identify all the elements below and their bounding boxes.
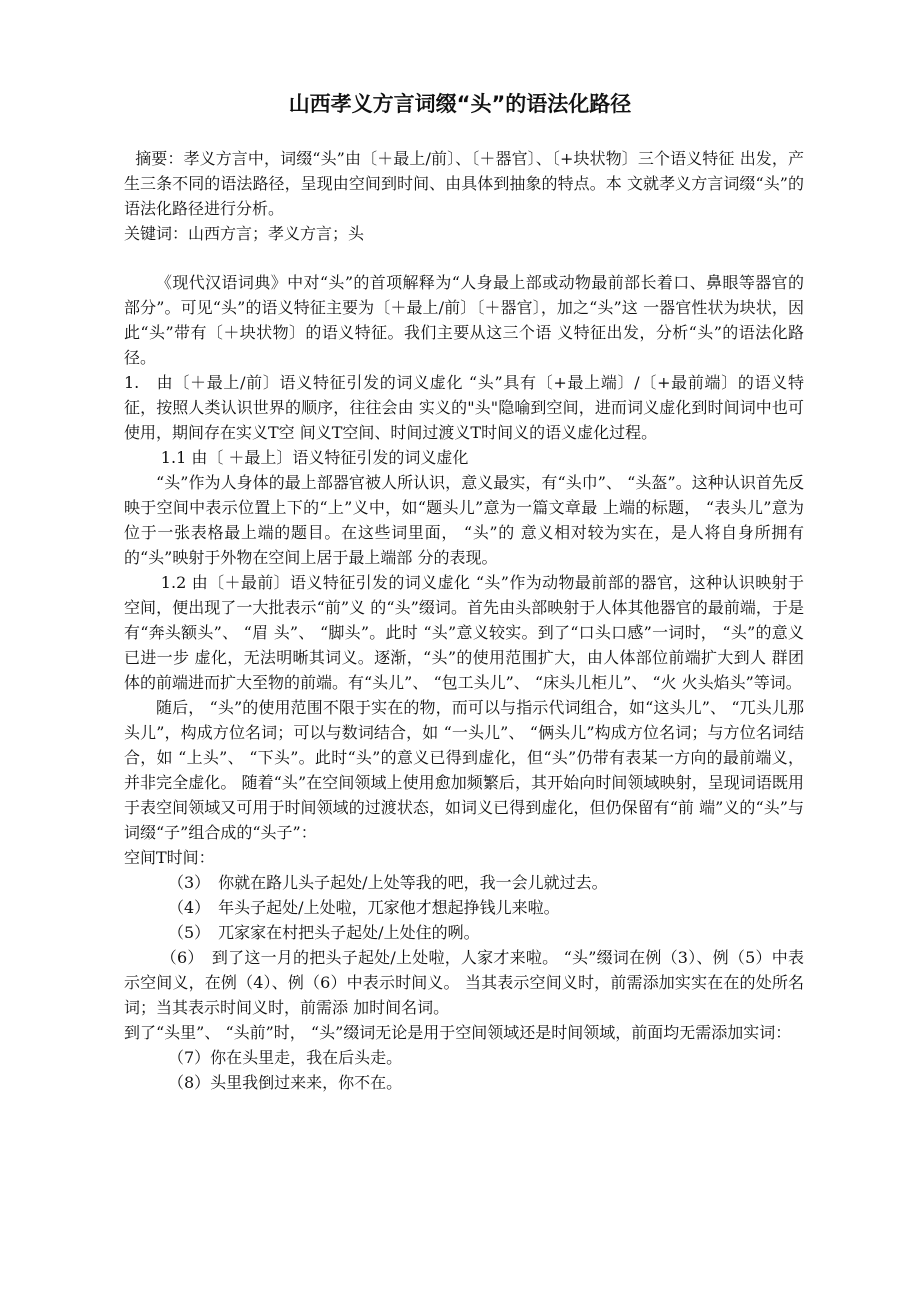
afterwards-paragraph: 随后， “头”的使用范围不限于实在的物，而可以与指示代词组合，如“这头儿”、 “兀头儿那头儿”，构成方位名词；可以与数词结合，如 “一头儿”、 “俩头儿”构成方位名词；与方位名词结合，如 “上头”、 “下头”。此时“头”的意义已得到虚化，但“头”仍带有表某一方向的最前端义，并非完全虚化。 随着“头”在空间领域上使用愈加频繁后，其开始向时间领域映射，呈现词语既用 于表空间领域又可用于时间领域的过渡状态，如词义已得到虚化，但仍保留有“前 端”义的“头”与词缀“子”组合成的“头子”：: [124, 698, 804, 842]
space-time-label: 空间T时间：: [124, 848, 215, 867]
abstract-paragraph: 摘要：孝义方言中，词缀“头”由〔＋最上/前〕、〔＋器官〕、〔+块状物〕三个语义特征 出发，产生三条不同的语法路径，呈现由空间到时间、由具体到抽象的特点。本 文就孝义方言词缀“头”的语法化路径进行分析。: [124, 149, 804, 218]
intro-paragraph: 《现代汉语词典》中对“头”的首项解释为“人身最上部或动物最前部长着口、鼻眼等器官的部分”。可见“头”的语义特征主要为〔＋最上/前〕〔＋器官〕，加之“头”这 一器官性状为块状，因此“头”带有〔＋块状物〕的语义特征。我们主要从这三个语 义特征出发，分析“头”的语法化路径。: [124, 273, 804, 367]
toutou-paragraph: 到了“头里”、 “头前”时， “头”缀词无论是用于空间领域还是时间领域，前面均无需添加实词：: [124, 1023, 792, 1042]
example-5: （5） 兀家家在村把头子起处/上处住的咧。: [168, 923, 480, 942]
section-1-2-paragraph: 1.2 由〔＋最前〕语义特征引发的词义虚化 “头”作为动物最前部的器官，这种认识映射于空间，便出现了一大批表示“前”义 的“头”缀词。首先由头部映射于人体其他器官的最前端，于是有“奔头额头”、 “眉 头”、 “脚头”。此时 “头”意义较实。到了“口头口感”一词时， “头”的意义已进一步 虚化，无法明晰其词义。逐渐，“头”的使用范围扩大，由人体部位前端扩大到人 群团体的前端进而扩大至物的前端。有“头儿”、 “包工头儿”、 “床头儿柜儿”、 “火 火头焰头”等词。: [124, 573, 804, 692]
example-4: （4） 年头子起处/上处啦，兀家他才想起挣钱儿来啦。: [168, 898, 560, 917]
section-1-1-body: “头”作为人身体的最上部器官被人所认识，意义最实，有“头巾”、 “头盔”。这种认识首先反映于空间中表示位置上下的“上”义中，如“题头儿”意为一篇文章最 上端的标题， “表头儿”意为位于一张表格最上端的题目。在这些词里面， “头”的 意义相对较为实在，是人将自身所拥有的“头”映射于外物在空间上居于最上端部 分的表现。: [124, 473, 804, 567]
example-6-paragraph: （6） 到了这一月的把头子起处/上处啦，人家才来啦。 “头”缀词在例（3）、例（5）中表示空间义，在例（4）、例（6）中表示时间义。 当其表示空间义时，前需添加实实在在的处所名词；当其表示时间义时，前需添 加时间名词。: [124, 948, 804, 1017]
document-body: [124, 146, 804, 1095]
example-3: （3） 你就在路儿头子起处/上处等我的吧，我一会儿就过去。: [168, 873, 608, 892]
example-7: （7）你在头里走，我在后头走。: [168, 1048, 403, 1067]
example-8: （8）头里我倒过来来，你不在。: [168, 1073, 403, 1092]
page-title: 山西孝义方言词缀“头”的语法化路径: [288, 92, 632, 116]
keywords-line: 关键词：山西方言；孝义方言；头: [124, 224, 365, 243]
section-1-paragraph: 1. 由〔＋最上/前〕语义特征引发的词义虚化 “头”具有〔+最上端〕/〔+最前端〕的语义特征，按照人类认识世界的顺序，往往会由 实义的"头"隐喻到空间，进而词义虚化到时间词中也可使用，期间存在实义T空 间义T空间、时间过渡义T时间义的语义虚化过程。: [124, 373, 804, 442]
section-1-1-heading: 1.1 由〔 ＋最上〕语义特征引发的词义虚化: [160, 448, 469, 467]
paragraph-gap: [124, 246, 804, 270]
